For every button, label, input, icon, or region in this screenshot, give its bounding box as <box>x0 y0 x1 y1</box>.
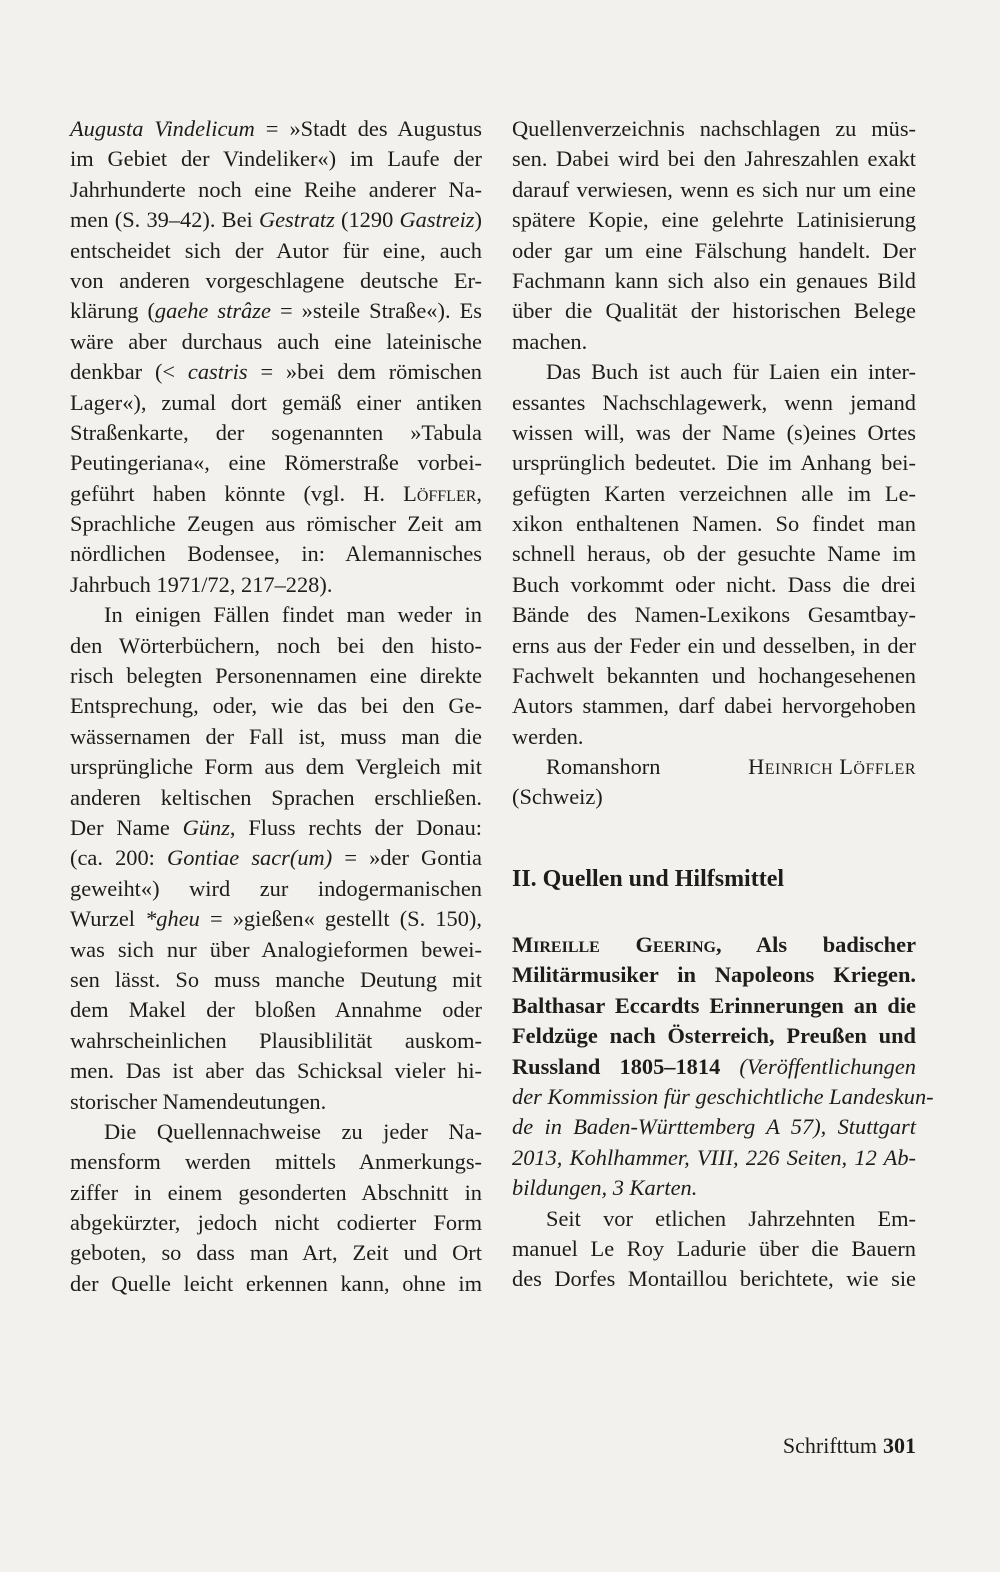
text-line <box>70 1056 482 1086</box>
right-text-column <box>512 114 916 752</box>
text-segment: Das Buch ist auch für Laien ein inter- <box>546 359 916 385</box>
text-line <box>70 874 482 904</box>
entry-title-line: Feldzüge nach Österreich, Preußen und <box>512 1023 916 1049</box>
text-segment: von anderen vorgeschlagene deutsche Er- <box>70 267 482 293</box>
text-segment: wässernamen der Fall ist, muss man die <box>70 723 482 749</box>
text-segment: ursprüngliche Form aus dem Vergleich mit <box>70 754 482 780</box>
text-segment: = »der Gontia <box>332 845 482 871</box>
text-segment: mensform werden mittels Anmerkungs- <box>70 1149 482 1175</box>
text-segment: den Wörterbüchern, noch bei den histo- <box>70 632 482 658</box>
text-segment: essantes Nachschlagewerk, wenn jemand <box>512 389 916 415</box>
entry-series-line: der Kommission für geschichtliche Landeskun- <box>512 1083 934 1109</box>
text-line <box>70 1208 482 1238</box>
text-line <box>70 1178 482 1208</box>
text-line <box>70 1117 482 1147</box>
entry-line <box>512 1052 916 1082</box>
text-line <box>70 1087 482 1117</box>
text-line <box>70 509 482 539</box>
text-segment: über die Qualität der historischen Belege <box>512 298 916 324</box>
text-line <box>70 570 482 600</box>
text-segment: men (S. 39–42). Bei <box>70 207 259 233</box>
text-segment: , Fluss rechts der Donau: <box>229 814 482 840</box>
text-line <box>70 144 482 174</box>
entry-body-line: manuel Le Roy Ladurie über die Bauern <box>512 1235 916 1261</box>
section-heading: II. Quellen und Hilfsmittel <box>512 866 785 892</box>
text-line <box>70 722 482 752</box>
entry-series-line: de in Baden-Württemberg A 57), Stuttgart <box>512 1114 916 1140</box>
text-segment: Autors stammen, darf dabei hervorgehoben <box>512 693 916 719</box>
text-segment: Gestratz <box>258 207 335 233</box>
left-text-column <box>70 114 482 1299</box>
text-segment: ) <box>474 207 482 233</box>
text-line <box>70 600 482 630</box>
text-segment: machen. <box>512 328 588 354</box>
text-line <box>70 752 482 782</box>
text-segment: wahrscheinlichen Plausiblilität auskom- <box>70 1027 482 1053</box>
text-segment: erns aus der Feder ein und desselben, in der <box>512 632 916 658</box>
text-segment: = »Stadt des Augustus <box>254 116 482 141</box>
text-segment: wäre aber durchaus auch eine lateinische <box>70 328 482 354</box>
text-segment: Gontiae sacr(um) <box>167 845 333 871</box>
signature-place: Romanshorn <box>546 754 661 779</box>
text-segment: = »steile Straße«). Es <box>270 298 482 324</box>
text-line <box>70 418 482 448</box>
text-line <box>70 114 482 144</box>
text-segment: entscheidet sich der Autor für eine, auch <box>70 237 482 263</box>
text-segment: geführt haben könnte (vgl. H. <box>70 480 404 506</box>
text-line <box>70 175 482 205</box>
text-segment: Löffler <box>403 480 477 506</box>
text-segment: gaehe strâze <box>154 298 271 324</box>
text-line <box>70 448 482 478</box>
text-segment: geboten, so dass man Art, Zeit und Ort <box>70 1240 482 1266</box>
page-number: 301 <box>883 1433 916 1458</box>
text-segment: Jahrbuch 1971/72, 217–228). <box>70 571 333 597</box>
entry-title-line: Balthasar Eccardts Erinnerungen an die <box>512 992 916 1018</box>
text-segment: castris <box>187 359 248 385</box>
text-line <box>512 144 916 174</box>
entry-title-part: , Als badischer <box>716 932 917 957</box>
entry-series-line: 2013, Kohlhammer, VIII, 226 Seiten, 12 Ab- <box>512 1144 916 1170</box>
text-segment: dem Makel der bloßen Annahme oder <box>70 997 482 1023</box>
entry-body-line: Seit vor etlichen Jahrzehnten Em- <box>546 1205 916 1231</box>
text-line <box>70 236 482 266</box>
text-line <box>512 600 916 630</box>
text-segment: denkbar (< <box>70 359 188 385</box>
text-segment: anderen keltischen Sprachen erschließen. <box>70 784 482 810</box>
page-footer <box>783 1433 916 1459</box>
text-line <box>70 995 482 1025</box>
entry-line <box>512 930 916 960</box>
text-segment: abgekürzter, jedoch nicht codierter Form <box>70 1210 482 1236</box>
text-line <box>70 631 482 661</box>
text-line <box>512 722 916 752</box>
running-footer-label: Schrifttum <box>782 1433 877 1458</box>
bibliography-entry <box>512 930 934 1295</box>
text-segment: Gastreiz <box>399 207 475 233</box>
text-segment: Sprachliche Zeugen aus römischer Zeit am <box>70 511 482 537</box>
text-segment: Die Quellennachweise zu jeder Na- <box>104 1118 482 1144</box>
entry-body-line: des Dorfes Montaillou berichtete, wie sie <box>512 1266 916 1292</box>
text-line <box>512 175 916 205</box>
text-line <box>70 388 482 418</box>
text-line <box>70 1147 482 1177</box>
text-line <box>512 266 916 296</box>
entry-title-line: Militärmusiker in Napoleons Kriegen. <box>512 962 916 988</box>
text-segment: Augusta Vindelicum <box>70 116 255 141</box>
text-line <box>512 570 916 600</box>
text-line <box>70 1238 482 1268</box>
text-line <box>512 539 916 569</box>
review-signature <box>512 752 916 813</box>
text-line <box>70 1269 482 1299</box>
text-segment: men. Das ist aber das Schicksal vieler hi- <box>70 1058 482 1084</box>
text-segment: spätere Kopie, eine gelehrte Latinisierung <box>512 207 916 233</box>
text-segment: werden. <box>512 723 584 749</box>
text-line <box>70 205 482 235</box>
text-line <box>512 236 916 266</box>
text-segment: Straßenkarte, der sogenannten »Tabula <box>70 419 482 445</box>
text-line <box>512 509 916 539</box>
text-line <box>70 783 482 813</box>
text-segment: Lager«), zumal dort gemäß einer antiken <box>70 389 482 415</box>
text-line <box>70 904 482 934</box>
text-line <box>512 479 916 509</box>
text-segment: In einigen Fällen findet man weder in <box>104 602 482 628</box>
text-segment: Bände des Namen-Lexikons Gesamtbay- <box>512 602 916 628</box>
text-segment: Peutingeriana«, eine Römerstraße vorbei- <box>70 450 482 476</box>
text-segment: Günz <box>182 814 230 840</box>
text-line <box>70 661 482 691</box>
text-line <box>70 813 482 843</box>
text-line <box>512 661 916 691</box>
entry-author: Mireille Geering <box>512 932 716 957</box>
text-line <box>512 631 916 661</box>
text-segment: = »gießen« gestellt (S. 150), <box>199 906 482 932</box>
text-segment: der Quelle leicht erkennen kann, ohne im <box>70 1270 482 1296</box>
text-line <box>512 327 916 357</box>
signature-line <box>512 752 916 782</box>
text-segment: Entsprechung, oder, wie das bei den Ge- <box>70 693 482 719</box>
text-segment: (1290 <box>334 207 400 233</box>
text-segment: storischer Namendeutungen. <box>70 1088 327 1114</box>
text-segment: Buch vorkommt oder nicht. Dass die drei <box>512 571 916 597</box>
text-line <box>512 357 916 387</box>
text-line <box>512 418 916 448</box>
text-segment: darauf verwiesen, wenn es sich nur um eine <box>512 176 916 202</box>
text-segment: Der Name <box>70 814 183 840</box>
text-segment: Quellenverzeichnis nachschlagen zu müs- <box>512 116 916 141</box>
text-segment: Wurzel <box>70 906 146 932</box>
text-line <box>512 691 916 721</box>
text-segment: Jahrhunderte noch eine Reihe anderer Na- <box>70 176 482 202</box>
text-segment: = »bei dem römischen <box>247 359 482 385</box>
text-segment: ursprünglich bedeutet. Die im Anhang bei- <box>512 450 916 476</box>
text-segment: im Gebiet der Vindeliker«) im Laufe der <box>70 146 482 172</box>
text-segment: risch belegten Personennamen eine direkte <box>70 663 482 689</box>
text-segment: geweiht«) wird zur indogermanischen <box>70 875 482 901</box>
entry-series-line: bildungen, 3 Karten. <box>512 1175 698 1201</box>
text-segment: klärung ( <box>70 298 155 324</box>
entry-series-part: (Veröffentlichungen <box>720 1053 916 1079</box>
text-segment: (ca. 200: <box>70 845 168 871</box>
text-line <box>512 205 916 235</box>
text-line <box>512 448 916 478</box>
text-segment: ziffer in einem gesonderten Abschnitt in <box>70 1179 482 1205</box>
text-line <box>70 539 482 569</box>
text-segment: gefügten Karten verzeichnen alle im Le- <box>512 480 916 506</box>
text-line <box>70 327 482 357</box>
text-line <box>70 843 482 873</box>
text-segment: Fachmann kann sich also ein genaues Bild <box>512 267 916 293</box>
text-line <box>70 1026 482 1056</box>
signature-country: (Schweiz) <box>512 784 603 810</box>
text-segment: sen lässt. So muss manche Deutung mit <box>70 966 482 992</box>
text-line <box>70 479 482 509</box>
text-line <box>512 114 916 144</box>
text-segment: oder gar um eine Fälschung handelt. Der <box>512 237 916 263</box>
entry-title-part: Russland 1805–1814 <box>512 1053 721 1079</box>
signature-author: Heinrich Löffler <box>748 754 916 779</box>
text-segment: wissen will, was der Name (s)eines Ortes <box>512 419 916 445</box>
text-segment: was sich nur über Analogieformen bewei- <box>70 936 482 962</box>
text-segment: *gheu <box>145 906 200 932</box>
text-line <box>512 388 916 418</box>
text-line <box>70 965 482 995</box>
text-line <box>70 935 482 965</box>
text-line <box>70 357 482 387</box>
text-line <box>70 691 482 721</box>
text-segment: schnell heraus, ob der gesuchte Name im <box>512 541 916 567</box>
text-line <box>512 296 916 326</box>
text-segment: Fachwelt bekannten und hochangesehenen <box>512 663 916 689</box>
text-segment: sen. Dabei wird bei den Jahreszahlen exakt <box>512 146 916 172</box>
text-segment: , <box>476 480 482 506</box>
text-line <box>70 296 482 326</box>
text-segment: xikon enthaltenen Namen. So findet man <box>512 511 916 537</box>
text-segment: nördlichen Bodensee, in: Alemannisches <box>70 541 482 567</box>
text-line <box>70 266 482 296</box>
